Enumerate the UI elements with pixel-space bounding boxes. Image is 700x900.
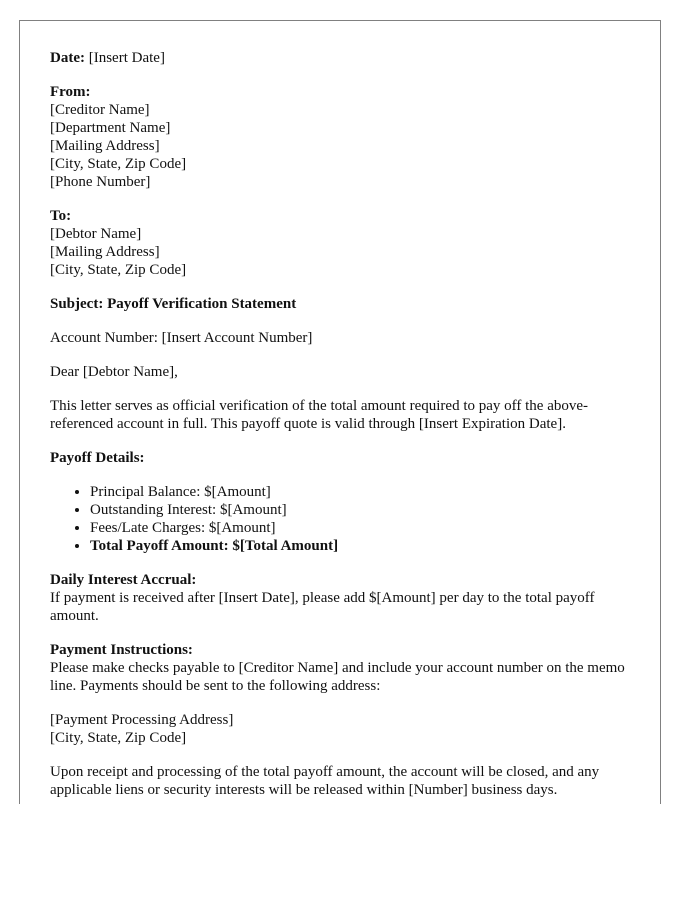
closing-paragraph: Upon receipt and processing of the total payoff amount, the account will be closed, and any applicable liens or security interests will be released within [Number] business days. xyxy=(50,764,600,798)
account-number-line: Account Number: [Insert Account Number] xyxy=(50,330,313,346)
to-mailing-address: [Mailing Address] xyxy=(50,244,160,260)
date-value: [Insert Date] xyxy=(84,50,165,66)
payment-city-state-zip: [City, State, Zip Code] xyxy=(50,730,187,746)
daily-interest-text: If payment is received after [Insert Date], please add $[Amount] per day to the total payoff amount. xyxy=(50,590,595,624)
salutation: Dear [Debtor Name], xyxy=(50,364,178,380)
intro-paragraph: This letter serves as official verification of the total amount required to pay off the above-referenced account in full. This payoff quote is valid through [Insert Expiration Date]. xyxy=(50,398,589,432)
list-item-total xyxy=(90,537,630,555)
to-city-state-zip: [City, State, Zip Code] xyxy=(50,262,187,278)
from-department-name: [Department Name] xyxy=(50,120,171,136)
total-payoff-amount: Total Payoff Amount: $[Total Amount] xyxy=(90,538,339,554)
to-block xyxy=(50,207,630,279)
list-item-fees: • Fees/Late Charges: $[Amount] xyxy=(90,519,630,537)
list-item-principal: • Principal Balance: $[Amount] xyxy=(90,483,630,501)
letter-document xyxy=(19,20,661,804)
subject-line xyxy=(50,295,630,313)
payoff-details-heading xyxy=(50,449,630,467)
subject-text: Subject: Payoff Verification Statement xyxy=(50,296,297,312)
from-phone-number: [Phone Number] xyxy=(50,174,151,190)
list-item-interest: • Outstanding Interest: $[Amount] xyxy=(90,501,630,519)
payment-address-block xyxy=(50,711,630,747)
from-block xyxy=(50,83,630,191)
payoff-details-list xyxy=(50,483,630,555)
from-label: From: xyxy=(50,84,91,100)
to-debtor-name: [Debtor Name] xyxy=(50,226,142,242)
payment-instructions-text: Please make checks payable to [Creditor Name] and include your account number on the memo line. Payments should be sent to the following address: xyxy=(50,660,625,694)
payment-instructions-heading: Payment Instructions: xyxy=(50,642,193,658)
payoff-details-heading-text: Payoff Details: xyxy=(50,450,145,466)
daily-interest-section xyxy=(50,571,630,625)
payment-processing-address: [Payment Processing Address] xyxy=(50,712,234,728)
daily-interest-heading: Daily Interest Accrual: xyxy=(50,572,197,588)
from-creditor-name: [Creditor Name] xyxy=(50,102,150,118)
from-city-state-zip: [City, State, Zip Code] xyxy=(50,156,187,172)
from-mailing-address: [Mailing Address] xyxy=(50,138,160,154)
payment-instructions-section xyxy=(50,641,630,695)
date-label: Date: xyxy=(50,50,85,66)
date-line xyxy=(50,49,630,67)
to-label: To: xyxy=(50,208,72,224)
